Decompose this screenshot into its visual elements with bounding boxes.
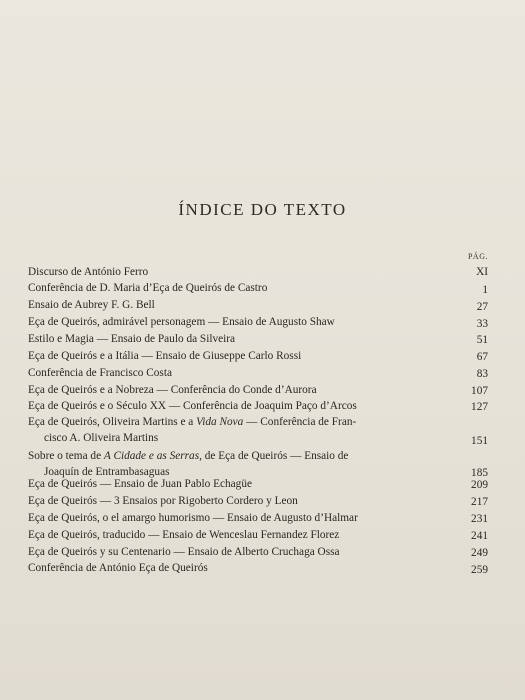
- toc-entry-text: Eça de Queirós, Oliveira Martins e a: [28, 416, 197, 428]
- toc-entry-title: Conferência de D. Maria d’Eça de Queirós de Castro: [28, 282, 268, 294]
- toc-entry-title: Eça de Queirós — 3 Ensaios por Rigoberto Cordero y Leon: [28, 495, 298, 507]
- toc-page-number: 1: [482, 284, 488, 296]
- toc-entry-continuation: Joaquín de Entrambasaguas: [44, 466, 170, 478]
- toc-page-number: 249: [471, 547, 488, 559]
- toc-entry-text: , de Eça de Queirós — Ensaio de: [199, 450, 349, 462]
- toc-page-number: 241: [471, 530, 488, 542]
- toc-page-number: 231: [471, 513, 488, 525]
- toc-entry-title: Conferência de Francisco Costa: [28, 367, 172, 379]
- toc-entry-title: [28, 450, 348, 462]
- toc-entry: [28, 365, 423, 381]
- toc-entry: [28, 493, 423, 509]
- toc-entry-italic-title: A Cidade e as Serras: [103, 450, 200, 462]
- toc-page-number: 83: [476, 368, 488, 380]
- toc-page-number: 67: [476, 351, 488, 363]
- toc-entry-title: Eça de Queirós e a Itália — Ensaio de Giuseppe Carlo Rossi: [28, 350, 302, 362]
- toc-entry: [28, 544, 423, 560]
- toc-page-number: 259: [471, 564, 488, 576]
- toc-entry: [28, 264, 423, 280]
- toc-entry-italic-title: Vida Nova: [196, 416, 244, 428]
- toc-entry-title: Discurso de António Ferro: [28, 266, 149, 278]
- toc-entry-title: Eça de Queirós e a Nobreza — Conferência do Conde d’Aurora: [28, 384, 317, 396]
- toc-page-number: 127: [471, 401, 488, 413]
- toc-entry: [28, 510, 423, 526]
- toc-entry-title: Ensaio de Aubrey F. G. Bell: [28, 299, 155, 311]
- toc-entry: [28, 314, 423, 330]
- toc-entry: [28, 414, 423, 446]
- page-column-label: PÁG.: [467, 252, 488, 261]
- toc-entry: [28, 476, 423, 492]
- toc-entry: [28, 297, 423, 313]
- toc-page-number: 209: [471, 479, 488, 491]
- toc-entry-title: Eça de Queirós y su Centenario — Ensaio de Alberto Cruchaga Ossa: [28, 546, 340, 558]
- toc-entry: [28, 348, 423, 364]
- toc-entry-title: Eça de Queirós — Ensaio de Juan Pablo Echagüe: [28, 478, 252, 490]
- toc-entry: [28, 560, 423, 576]
- toc-entry: [28, 280, 423, 296]
- toc-entry-title: Estilo e Magia — Ensaio de Paulo da Silveira: [28, 333, 236, 345]
- toc-entry-text: Sobre o tema de: [28, 450, 104, 462]
- toc-page-number: 51: [476, 334, 488, 346]
- toc-entry-title: Eça de Queirós, traducido — Ensaio de Wenceslau Fernandez Florez: [28, 529, 340, 541]
- toc-entry: [28, 527, 423, 543]
- toc-page-number: 27: [476, 301, 488, 313]
- toc-page-number: 33: [476, 318, 488, 330]
- toc-entry: [28, 331, 423, 347]
- toc-entry-title: Conferência de António Eça de Queirós: [28, 562, 208, 574]
- toc-page-number: 185: [471, 467, 488, 479]
- toc-entry-title: Eça de Queirós e o Século XX — Conferência de Joaquim Paço d’Arcos: [28, 400, 357, 412]
- toc-page-number: 107: [471, 385, 488, 397]
- toc-page-number: XI: [476, 266, 488, 278]
- toc-entry-title: Eça de Queirós, o el amargo humorismo — Ensaio de Augusto d’Halmar: [28, 512, 358, 524]
- toc-entry-continuation: cisco A. Oliveira Martins: [44, 432, 159, 444]
- page-title: ÍNDICE DO TEXTO: [178, 200, 347, 219]
- toc-entry-text: — Conferência de Fran-: [243, 416, 357, 428]
- toc-entry-title: [28, 416, 356, 428]
- toc-page-number: 217: [471, 496, 488, 508]
- toc-entry-title: Eça de Queirós, admirável personagem — Ensaio de Augusto Shaw: [28, 316, 335, 328]
- toc-entry: [28, 398, 423, 414]
- toc-page-number: 151: [471, 435, 488, 447]
- toc-entry: [28, 382, 423, 398]
